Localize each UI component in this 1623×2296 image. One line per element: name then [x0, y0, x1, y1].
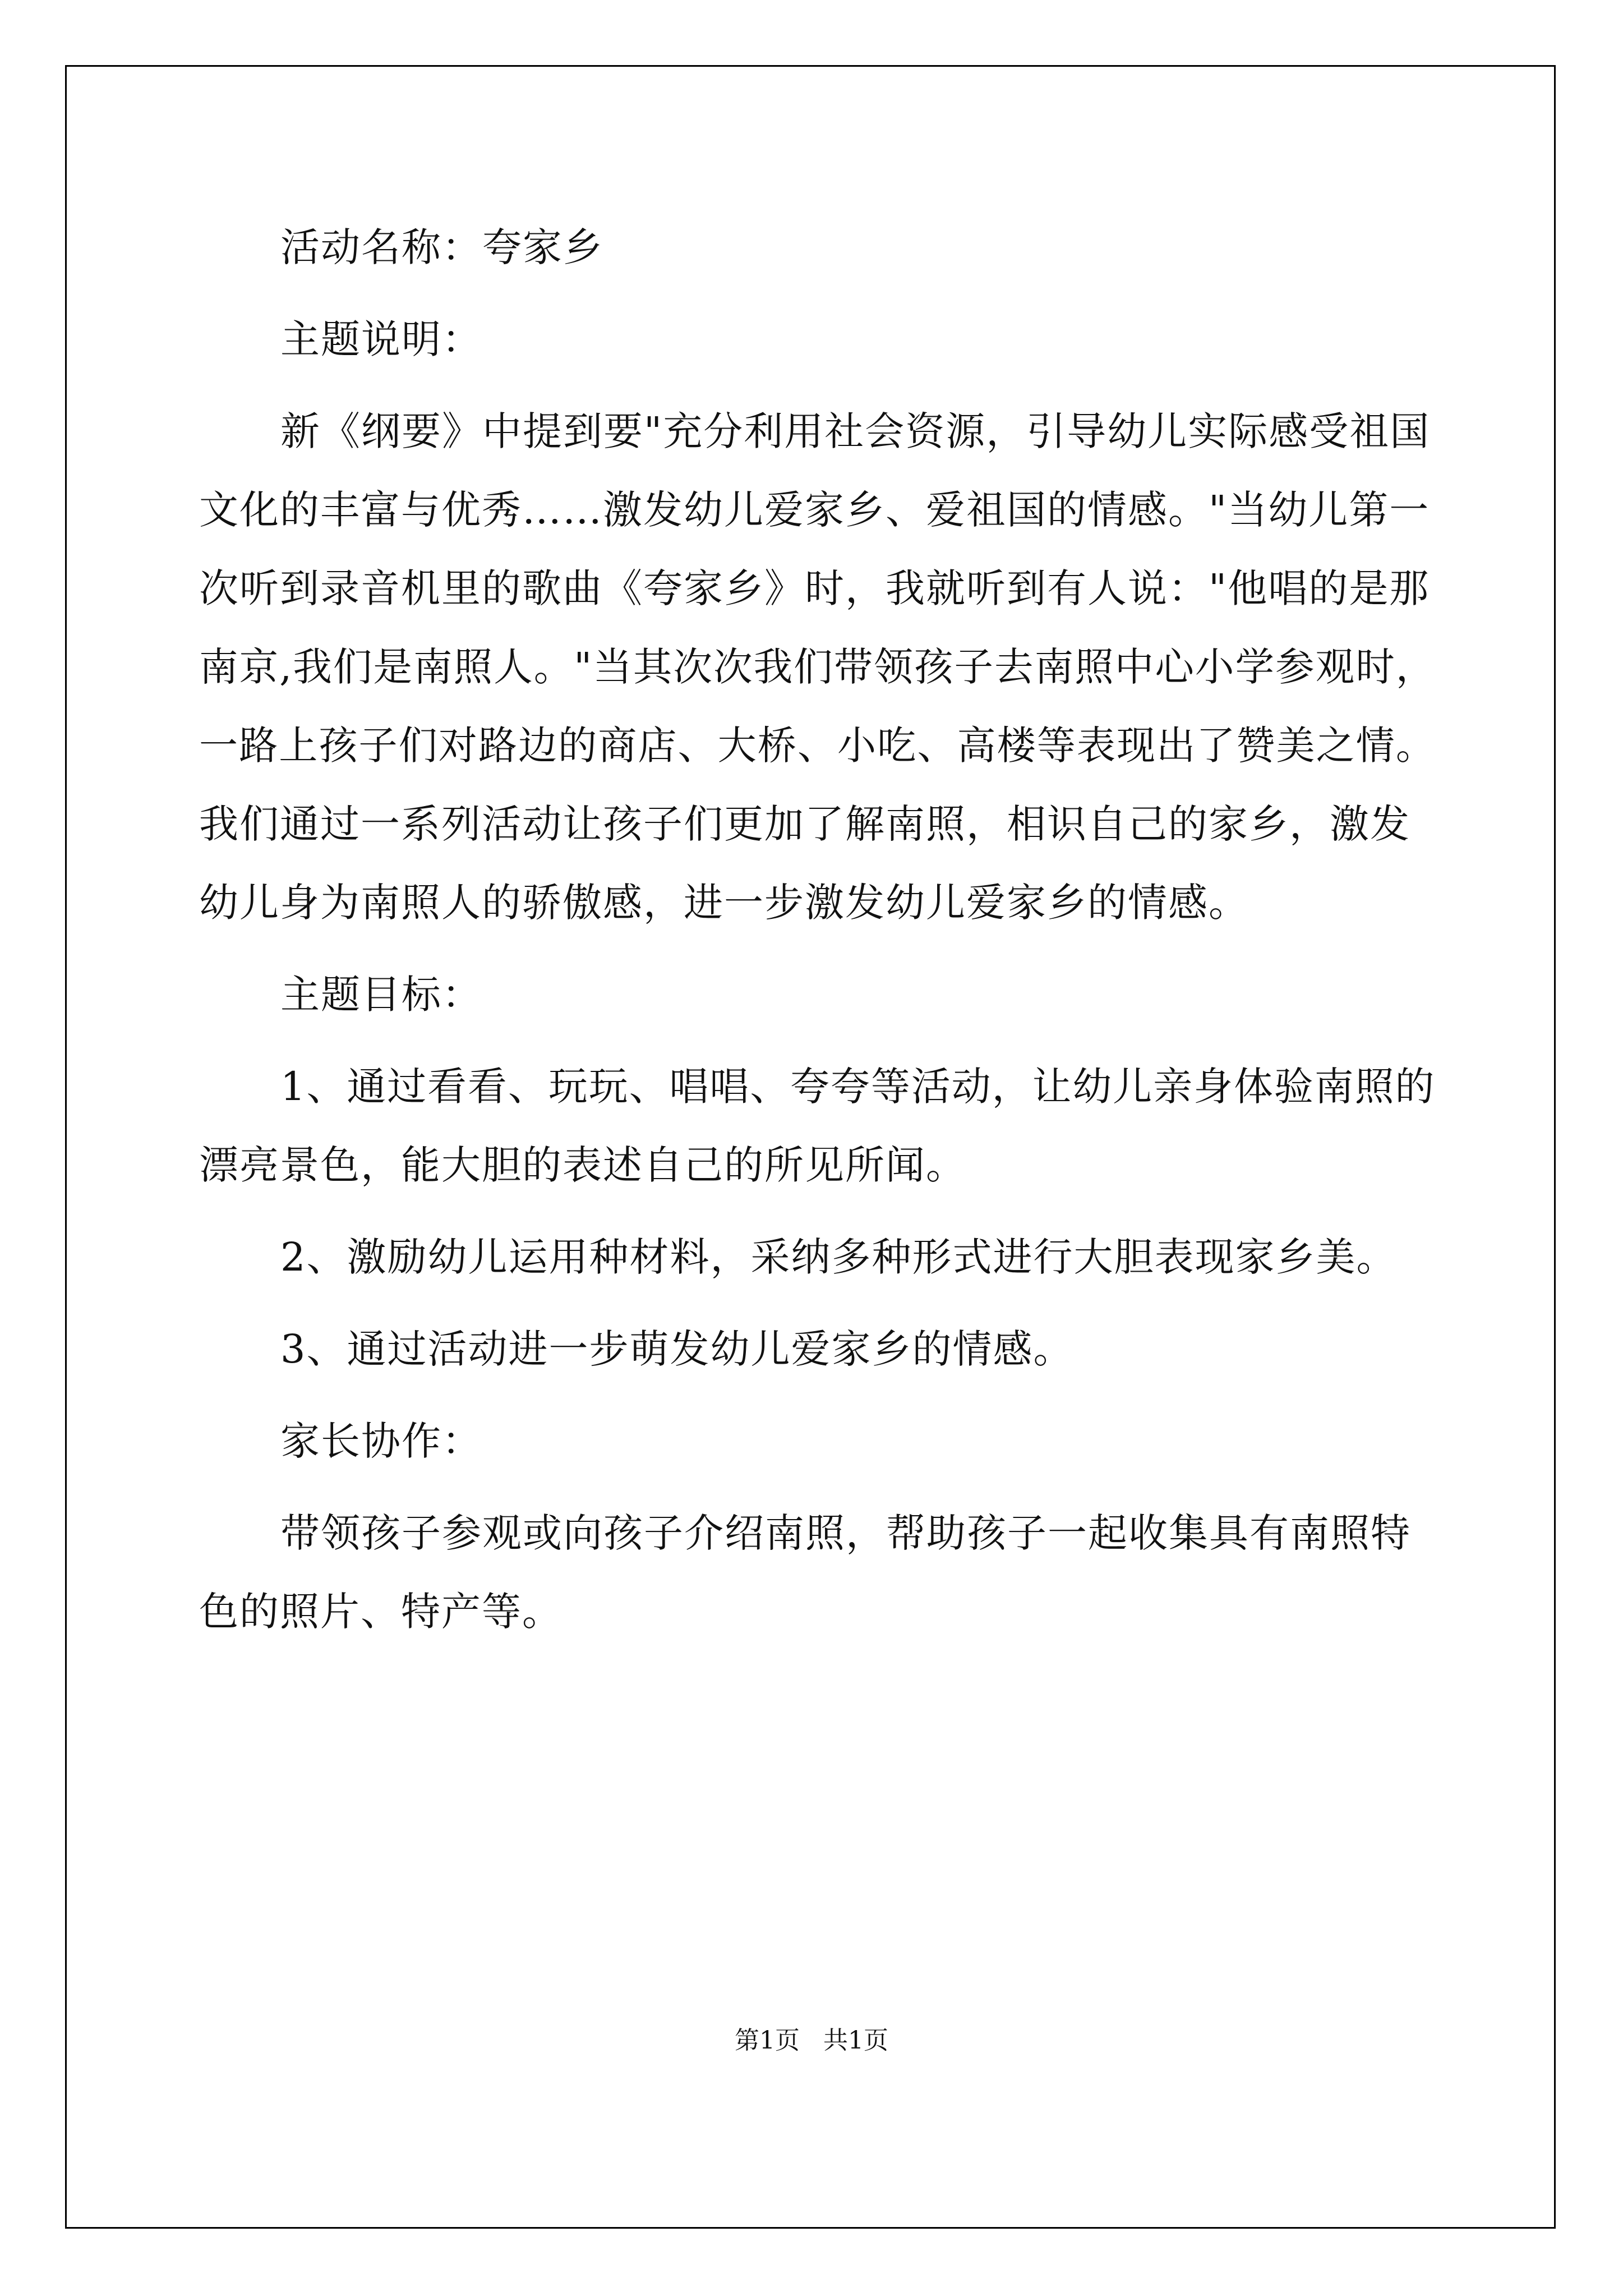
paragraph-line: 主题目标： — [280, 972, 482, 1018]
paragraph-line: 家长协作： — [280, 1418, 482, 1464]
activity-name-line: 活动名称：夸家乡 — [280, 224, 603, 270]
paragraph-line: 新《纲要》中提到要"充分利用社会资源，引导幼儿实际感受祖国 — [280, 408, 1431, 454]
theme-description-heading: 主题说明： — [280, 316, 482, 362]
paragraph-line: 色的照片、特产等。 — [199, 1589, 562, 1635]
paragraph-line: 带领孩子参观或向孩子介绍南照，帮助孩子一起收集具有南照特 — [280, 1510, 1411, 1556]
paragraph-line: 2、激励幼儿运用种材料，采纳多种形式进行大胆表现家乡美。 — [280, 1234, 1397, 1280]
paragraph-line: 南京,我们是南照人。"当其次次我们带领孩子去南照中心小学参观时， — [199, 644, 1436, 690]
paragraph-line: 漂亮景色，能大胆的表述自己的所见所闻。 — [199, 1142, 966, 1188]
paragraph-line: 文化的丰富与优秀……激发幼儿爱家乡、爱祖国的情感。"当幼儿第一 — [199, 487, 1430, 533]
page-footer: 第1页 共1页 — [735, 2026, 888, 2055]
paragraph-line: 3、通过活动进一步萌发幼儿爱家乡的情感。 — [280, 1326, 1074, 1372]
paragraph-line: 1、通过看看、玩玩、唱唱、夸夸等活动，让幼儿亲身体验南照的 — [280, 1064, 1436, 1110]
paragraph-line: 幼儿身为南照人的骄傲感，进一步激发幼儿爱家乡的情感。 — [199, 880, 1249, 926]
paragraph-line: 一路上孩子们对路边的商店、大桥、小吃、高楼等表现出了赞美之情。 — [199, 723, 1436, 769]
paragraph-line: 我们通过一系列活动让孩子们更加了解南照，相识自己的家乡，激发 — [199, 801, 1410, 847]
paragraph-line: 次听到录音机里的歌曲《夸家乡》时，我就听到有人说："他唱的是那 — [199, 565, 1430, 611]
